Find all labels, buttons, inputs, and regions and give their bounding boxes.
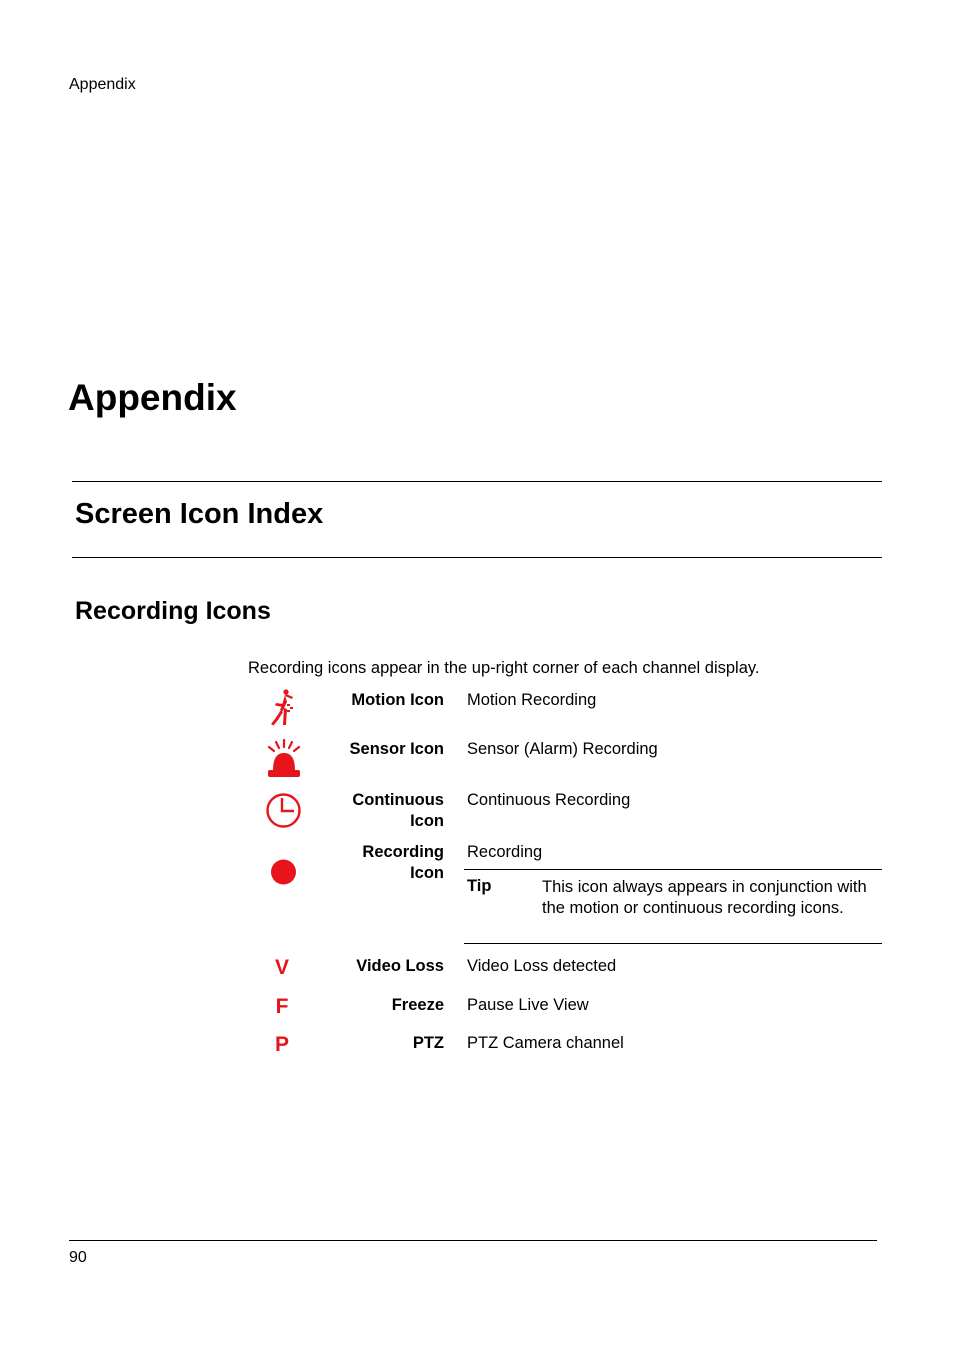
video-loss-description: Video Loss detected [467, 957, 617, 975]
running-header: Appendix [69, 76, 136, 93]
intro-paragraph: Recording icons appear in the up-right corner of each channel display. [248, 659, 760, 677]
page-number: 90 [69, 1249, 87, 1266]
continuous-icon-label [352, 790, 444, 831]
chapter-title: Appendix [68, 377, 237, 418]
freeze-icon: F [275, 995, 289, 1018]
continuous-icon-label-line2: Icon [410, 811, 444, 830]
section-top-rule [72, 481, 882, 482]
freeze-label: Freeze [391, 996, 444, 1014]
record-dot-icon [264, 852, 304, 892]
tip-bottom-rule [464, 943, 882, 944]
tip-text: This icon always appears in conjunction with the motion or continuous recording icons. [542, 878, 867, 917]
motion-icon-description: Motion Recording [467, 691, 597, 709]
subsection-title: Recording Icons [75, 597, 271, 625]
recording-icon-description: Recording [467, 843, 543, 861]
footer-rule [69, 1240, 877, 1241]
recording-icon-label-line1: Recording [362, 843, 444, 861]
sensor-icon-description: Sensor (Alarm) Recording [467, 740, 658, 758]
recording-icon-label [362, 842, 444, 883]
video-loss-label: Video Loss [356, 957, 444, 975]
running-person-icon [264, 688, 304, 728]
video-loss-icon: V [274, 956, 289, 979]
ptz-icon: P [274, 1033, 289, 1056]
section-bottom-rule [72, 557, 882, 558]
freeze-description: Pause Live View [467, 996, 589, 1014]
continuous-icon-label-line1: Continuous [352, 791, 444, 809]
tip-top-rule [464, 869, 882, 870]
alarm-siren-icon [264, 738, 304, 778]
motion-icon-label: Motion Icon [351, 691, 444, 709]
section-title: Screen Icon Index [75, 498, 324, 530]
clock-icon [264, 790, 304, 830]
ptz-label: PTZ [412, 1034, 444, 1052]
sensor-icon-label: Sensor Icon [349, 740, 444, 758]
continuous-icon-description: Continuous Recording [467, 791, 631, 809]
ptz-description: PTZ Camera channel [467, 1034, 624, 1052]
recording-icon-label-line2: Icon [410, 863, 444, 882]
tip-label: Tip [467, 877, 492, 895]
